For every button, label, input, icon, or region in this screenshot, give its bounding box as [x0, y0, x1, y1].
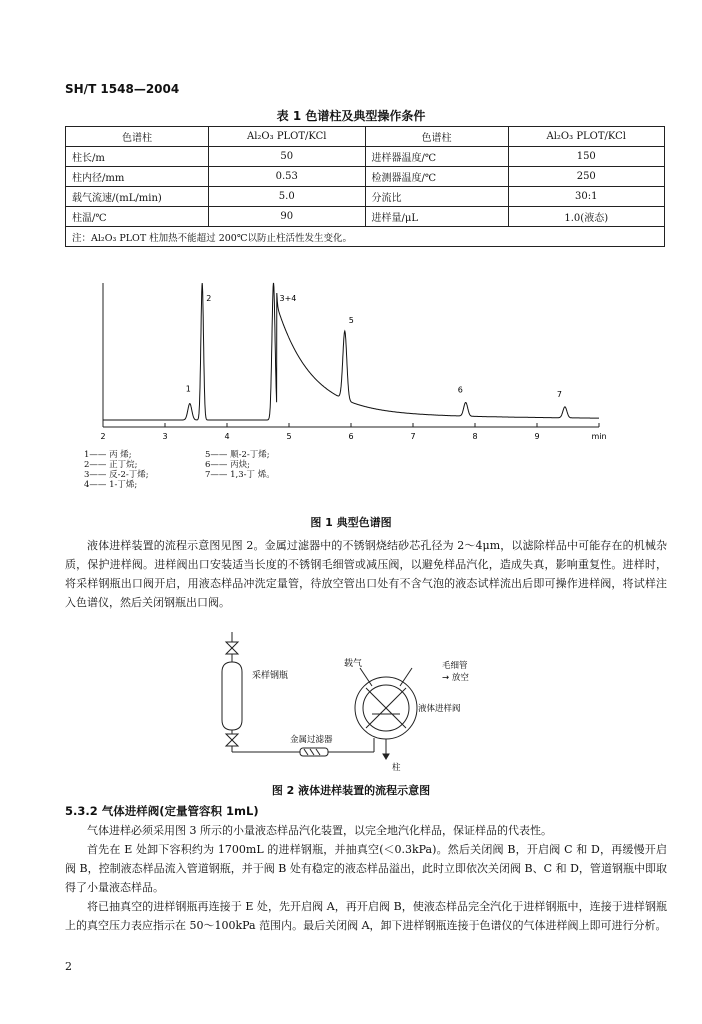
table-cell: 50	[209, 147, 366, 167]
standard-number: SH/T 1548—2004	[65, 82, 180, 96]
table-cell: 150	[508, 147, 665, 167]
table-cell: 250	[508, 167, 665, 187]
section-heading: 5.3.2 气体进样阀(定量管容积 1mL)	[65, 804, 259, 818]
cylinder-bottom-valve-icon	[226, 730, 300, 752]
cylinder-label: 采样钢瓶	[252, 671, 289, 681]
table-note: 注：Al₂O₃ PLOT 柱加热不能超过 200℃以防止柱活性发生变化。	[66, 227, 665, 247]
peak-label: 5	[348, 316, 354, 326]
filter-label: 金属过滤器	[290, 735, 333, 745]
chart-legend-left	[84, 450, 149, 490]
carrier-gas-label: 载气	[344, 659, 363, 669]
legend-item: 5—— 顺-2-丁烯;	[205, 450, 270, 460]
table-cell: 5.0	[209, 187, 366, 207]
legend-item: 6—— 丙炔;	[205, 460, 250, 470]
operating-conditions-table	[65, 126, 665, 247]
x-tick-label: min	[591, 432, 607, 441]
legend-item: 3—— 反-2-丁烯;	[84, 470, 149, 480]
table-cell: 色谱柱	[66, 127, 209, 147]
table-caption: 表 1 色谱柱及典型操作条件	[276, 109, 426, 123]
x-tick-label: 6	[348, 432, 354, 441]
table-row	[66, 227, 665, 247]
chromatogram-chart	[0, 275, 702, 445]
paragraph-liquid-sampling: 液体进样装置的流程示意图见图 2。金属过滤器中的不锈钢烧结砂芯孔径为 2～4μm，以滤除样品中可能存在的机械杂质，保护进样阀。进样阀出口安装适当长度的不锈钢毛细管或减压阀，以避免样品汽化，造成失真，影响重复性。进样时，将采样钢瓶出口阀开启，用液态样品冲洗定量管，待放空管出口处有不含气泡的液态试样流出后即可操作进样阀，将试样注入色谱仪，然后关闭钢瓶出口阀。	[65, 539, 667, 609]
sampling-cylinder-icon	[222, 662, 242, 730]
table-cell: Al₂O₃ PLOT/KCl	[209, 127, 366, 147]
x-tick-label: 2	[100, 432, 106, 441]
table-row	[66, 147, 665, 167]
legend-item: 1—— 丙 烯;	[84, 450, 132, 460]
x-tick-label: 4	[224, 432, 230, 441]
x-tick-label: 9	[534, 432, 540, 441]
table-cell: 分流比	[365, 187, 508, 207]
table-cell: 载气流速/(mL/min)	[66, 187, 209, 207]
legend-item: 7—— 1,3-丁 烯。	[205, 470, 275, 480]
peak-label: 7	[556, 389, 562, 399]
chromatogram-trace	[103, 283, 599, 420]
paragraph-procedure-1: 首先在 E 处卸下容积约为 1700mL 的进样钢瓶，并抽真空(＜0.3kPa)。然后关闭阀 B，开启阀 C 和 D，再缓慢开启阀 B，控制液态样品流入管道钢瓶，并于阀 B 处有稳定的液态样品溢出，此时立即依次关闭阀 B、C 和 D，管道钢瓶中即取得了小量液态样品。	[65, 843, 667, 894]
legend-item: 2—— 正丁烷;	[84, 460, 138, 470]
liquid-sampling-diagram	[0, 628, 702, 773]
figure1-caption: 图 1 典型色谱图	[310, 516, 392, 529]
table-row	[66, 127, 665, 147]
paragraph-gas-sampling: 气体进样必须采用图 3 所示的小量液态样品汽化装置，以完全地汽化样品，保证样品的代表性。	[87, 824, 552, 837]
table-cell: 检测器温度/℃	[365, 167, 508, 187]
x-tick-label: 3	[162, 432, 168, 441]
cylinder-top-valve-icon	[226, 632, 238, 662]
valve-label: 液体进样阀	[418, 704, 461, 714]
table-cell: 色谱柱	[365, 127, 508, 147]
capillary-label: 毛细管	[442, 661, 468, 671]
vent-label: → 放空	[442, 673, 469, 683]
chart-legend-right	[205, 450, 275, 480]
paragraph-procedure-2: 将已抽真空的进样钢瓶再连接于 E 处，先开启阀 A，再开启阀 B，使液态样品完全汽化于进样钢瓶中，连接于进样钢瓶上的真空压力表应指示在 50～100kPa 范围内。最后关闭阀 A，卸下进样钢瓶连接于色谱仪的气体进样阀上即可进行分析。	[65, 900, 667, 932]
table-row	[66, 167, 665, 187]
x-tick-label: 7	[410, 432, 416, 441]
table-cell: 柱温/℃	[66, 207, 209, 227]
table-cell: 30:1	[508, 187, 665, 207]
page-number: 2	[65, 960, 72, 973]
table-row	[66, 187, 665, 207]
table-cell: 90	[209, 207, 366, 227]
table-cell: 进样量/μL	[365, 207, 508, 227]
x-tick-label: 8	[472, 432, 478, 441]
column-label: 柱	[392, 763, 401, 773]
peak-label: 2	[206, 294, 212, 303]
figure2-caption: 图 2 液体进样装置的流程示意图	[271, 784, 431, 797]
table-cell: 0.53	[209, 167, 366, 187]
table-row	[66, 207, 665, 227]
legend-item: 4—— 1-丁烯;	[84, 480, 138, 490]
table-cell: 柱长/m	[66, 147, 209, 167]
liquid-injection-valve-icon	[355, 668, 417, 759]
peak-label: 1	[185, 384, 191, 394]
peak-label: 3+4	[279, 294, 297, 303]
table-cell: 进样器温度/℃	[365, 147, 508, 167]
table-cell: 柱内径/mm	[66, 167, 209, 187]
table-cell: 1.0(液态)	[508, 207, 665, 227]
table-cell: Al₂O₃ PLOT/KCl	[508, 127, 665, 147]
peak-label: 6	[457, 385, 463, 395]
x-tick-label: 5	[286, 432, 292, 441]
